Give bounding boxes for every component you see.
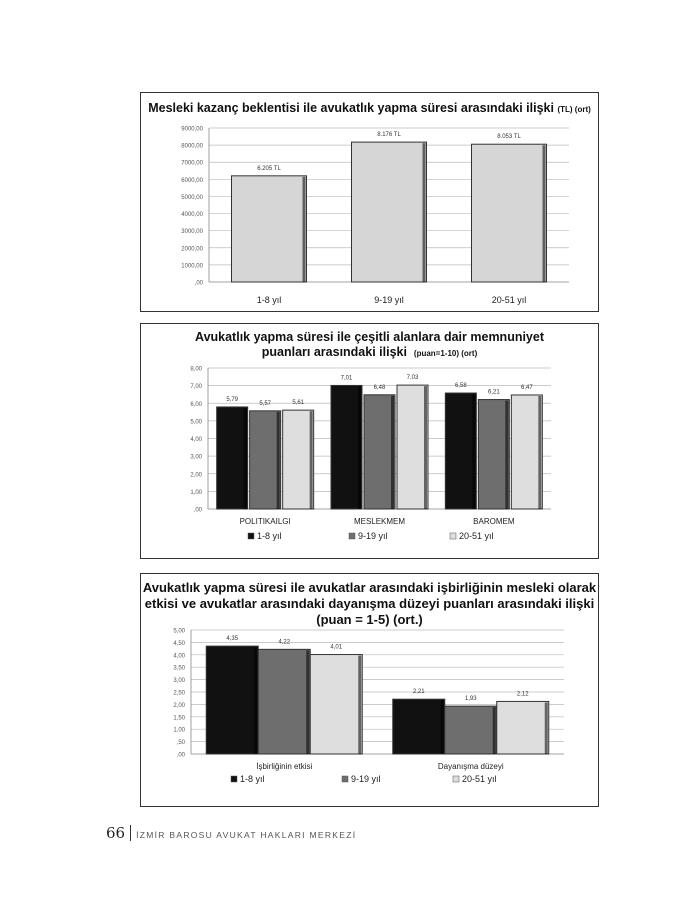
legend-swatch: [248, 533, 254, 539]
legend-label: 1-8 yıl: [240, 774, 265, 784]
chart-satisfaction: [140, 323, 599, 559]
y-tick-label: 6,00: [190, 401, 202, 408]
bar-shadow: [538, 396, 541, 509]
bar: [472, 144, 547, 282]
bar-shadow: [441, 700, 444, 754]
bar-shadow: [543, 145, 546, 282]
category-label: POLITIKAILGI: [239, 517, 291, 526]
bar-shadow: [423, 143, 426, 282]
data-label: 4,22: [278, 639, 291, 646]
y-tick-label: ,00: [194, 280, 203, 287]
bar: [497, 701, 549, 754]
y-tick-label: 6000,00: [181, 177, 203, 184]
data-label: 6.205 TL: [257, 165, 281, 172]
y-tick-label: 2,00: [173, 702, 185, 709]
y-tick-label: 1,50: [173, 715, 185, 722]
legend-label: 20-51 yıl: [459, 531, 494, 541]
data-label: 7,03: [406, 375, 419, 382]
y-tick-label: 5,00: [190, 419, 202, 426]
bar-shadow: [254, 647, 257, 754]
chart-title: [141, 101, 598, 115]
y-tick-label: 3,00: [190, 454, 202, 461]
data-label: 5,61: [292, 400, 305, 407]
bar-shadow: [277, 412, 280, 509]
category-label: 9-19 yıl: [374, 295, 404, 305]
y-tick-label: 2000,00: [181, 246, 203, 253]
page-number: 66: [106, 824, 126, 842]
legend-swatch: [453, 776, 459, 782]
bar: [478, 400, 509, 509]
chart-earnings: [140, 92, 599, 312]
y-tick-label: 7000,00: [181, 160, 203, 167]
bar: [250, 411, 281, 509]
y-tick-label: 3,50: [173, 665, 185, 672]
data-label: 8.053 TL: [497, 134, 521, 141]
y-tick-label: 5000,00: [181, 194, 203, 201]
bar-shadow: [472, 394, 475, 509]
bar: [393, 699, 445, 754]
legend-swatch: [349, 533, 355, 539]
y-tick-label: 4,50: [173, 640, 185, 647]
y-tick-label: 8,00: [190, 366, 202, 373]
page-footer: [106, 824, 356, 842]
data-label: 5,57: [259, 400, 272, 407]
bar: [397, 385, 428, 509]
bar-shadow: [303, 177, 306, 282]
chart-title-line1: Avukatlık yapma süresi ile avukatlar arasındaki işbirliğinin mesleki olarak: [142, 580, 597, 595]
data-label: 6,58: [454, 383, 467, 390]
bar: [258, 649, 310, 754]
bar-shadow: [358, 656, 361, 754]
data-label: 5,79: [226, 396, 239, 403]
category-label: İşbirliğinin etkisi: [256, 762, 313, 771]
chart-earnings-plot: [141, 93, 598, 311]
category-label: 20-51 yıl: [491, 295, 527, 305]
y-tick-label: 8000,00: [181, 143, 203, 150]
legend-swatch: [450, 533, 456, 539]
bar: [283, 410, 314, 509]
bar-shadow: [493, 707, 496, 754]
legend-label: 1-8 yıl: [257, 531, 282, 541]
data-label: 4,35: [226, 636, 239, 643]
category-label: BAROMEM: [473, 517, 515, 526]
data-label: 2,21: [412, 689, 425, 696]
bar-shadow: [244, 408, 247, 509]
chart-title: [141, 330, 598, 361]
chart-title-line1: Avukatlık yapma süresi ile çeşitli alanlara dair memnuniyet: [195, 330, 544, 344]
bar-shadow: [424, 386, 427, 509]
bar-shadow: [306, 650, 309, 754]
bar: [445, 393, 476, 509]
y-tick-label: 4,00: [173, 653, 185, 660]
chart-title-line2: etkisi ve avukatlar arasındaki dayanışma düzeyi puanları arasındaki ilişki: [144, 596, 595, 611]
bar-shadow: [545, 702, 548, 754]
chart-title-text: Mesleki kazanç beklentisi ile avukatlık yapma süresi arasındaki ilişki: [148, 101, 554, 115]
bar-shadow: [391, 396, 394, 509]
y-tick-label: ,00: [193, 507, 202, 514]
bar-shadow: [310, 411, 313, 509]
data-label: 4,01: [330, 644, 343, 651]
legend-label: 9-19 yıl: [351, 774, 381, 784]
y-tick-label: 1,00: [190, 489, 202, 496]
bar: [310, 655, 362, 754]
y-tick-label: 1000,00: [181, 263, 203, 270]
data-label: 8.176 TL: [377, 132, 401, 139]
footer-organization: İZMİR BAROSU AVUKAT HAKLARI MERKEZİ: [136, 830, 357, 840]
y-tick-label: 1,00: [173, 727, 185, 734]
data-label: 6,21: [487, 389, 500, 396]
bar-shadow: [505, 401, 508, 509]
y-tick-label: 7,00: [190, 384, 202, 391]
bar: [331, 385, 362, 509]
category-label: Dayanışma düzeyi: [437, 762, 504, 771]
data-label: 1,93: [464, 696, 477, 703]
chart-title-suffix: (TL) (ort): [557, 105, 591, 114]
legend-label: 9-19 yıl: [358, 531, 388, 541]
y-tick-label: 3000,00: [181, 229, 203, 236]
data-label: 7,01: [340, 375, 353, 382]
y-tick-label: ,50: [176, 740, 185, 747]
chart-title-line2: puanları arasındaki ilişki: [261, 345, 407, 359]
chart-title: [141, 580, 598, 628]
y-tick-label: 4,00: [190, 437, 202, 443]
chart-cooperation: [140, 573, 599, 807]
y-tick-label: 5,00: [173, 628, 185, 635]
data-label: 6,47: [520, 384, 533, 391]
bar: [352, 142, 427, 282]
legend-swatch: [231, 776, 237, 782]
chart-title-suffix: (puan=1-10) (ort): [413, 349, 478, 358]
bar: [445, 706, 497, 754]
data-label: 2,12: [516, 691, 529, 698]
y-tick-label: 2,00: [190, 472, 202, 479]
category-label: 1-8 yıl: [256, 295, 282, 305]
bar: [364, 395, 395, 509]
footer-divider: [130, 825, 131, 841]
y-tick-label: 4000,00: [181, 212, 203, 219]
y-tick-label: 9000,00: [181, 126, 203, 133]
bar-shadow: [358, 386, 361, 509]
category-label: MESLEKMEM: [353, 517, 406, 526]
y-tick-label: ,00: [176, 752, 185, 759]
bar: [232, 176, 307, 282]
legend-label: 20-51 yıl: [462, 774, 497, 784]
y-tick-label: 3,00: [173, 678, 185, 685]
chart-title-line3: (puan = 1-5) (ort.): [316, 612, 423, 627]
bar: [217, 407, 248, 509]
bar: [206, 646, 258, 754]
data-label: 6,48: [373, 384, 386, 391]
legend-swatch: [342, 776, 348, 782]
bar: [511, 395, 542, 509]
y-tick-label: 2,50: [173, 690, 185, 697]
